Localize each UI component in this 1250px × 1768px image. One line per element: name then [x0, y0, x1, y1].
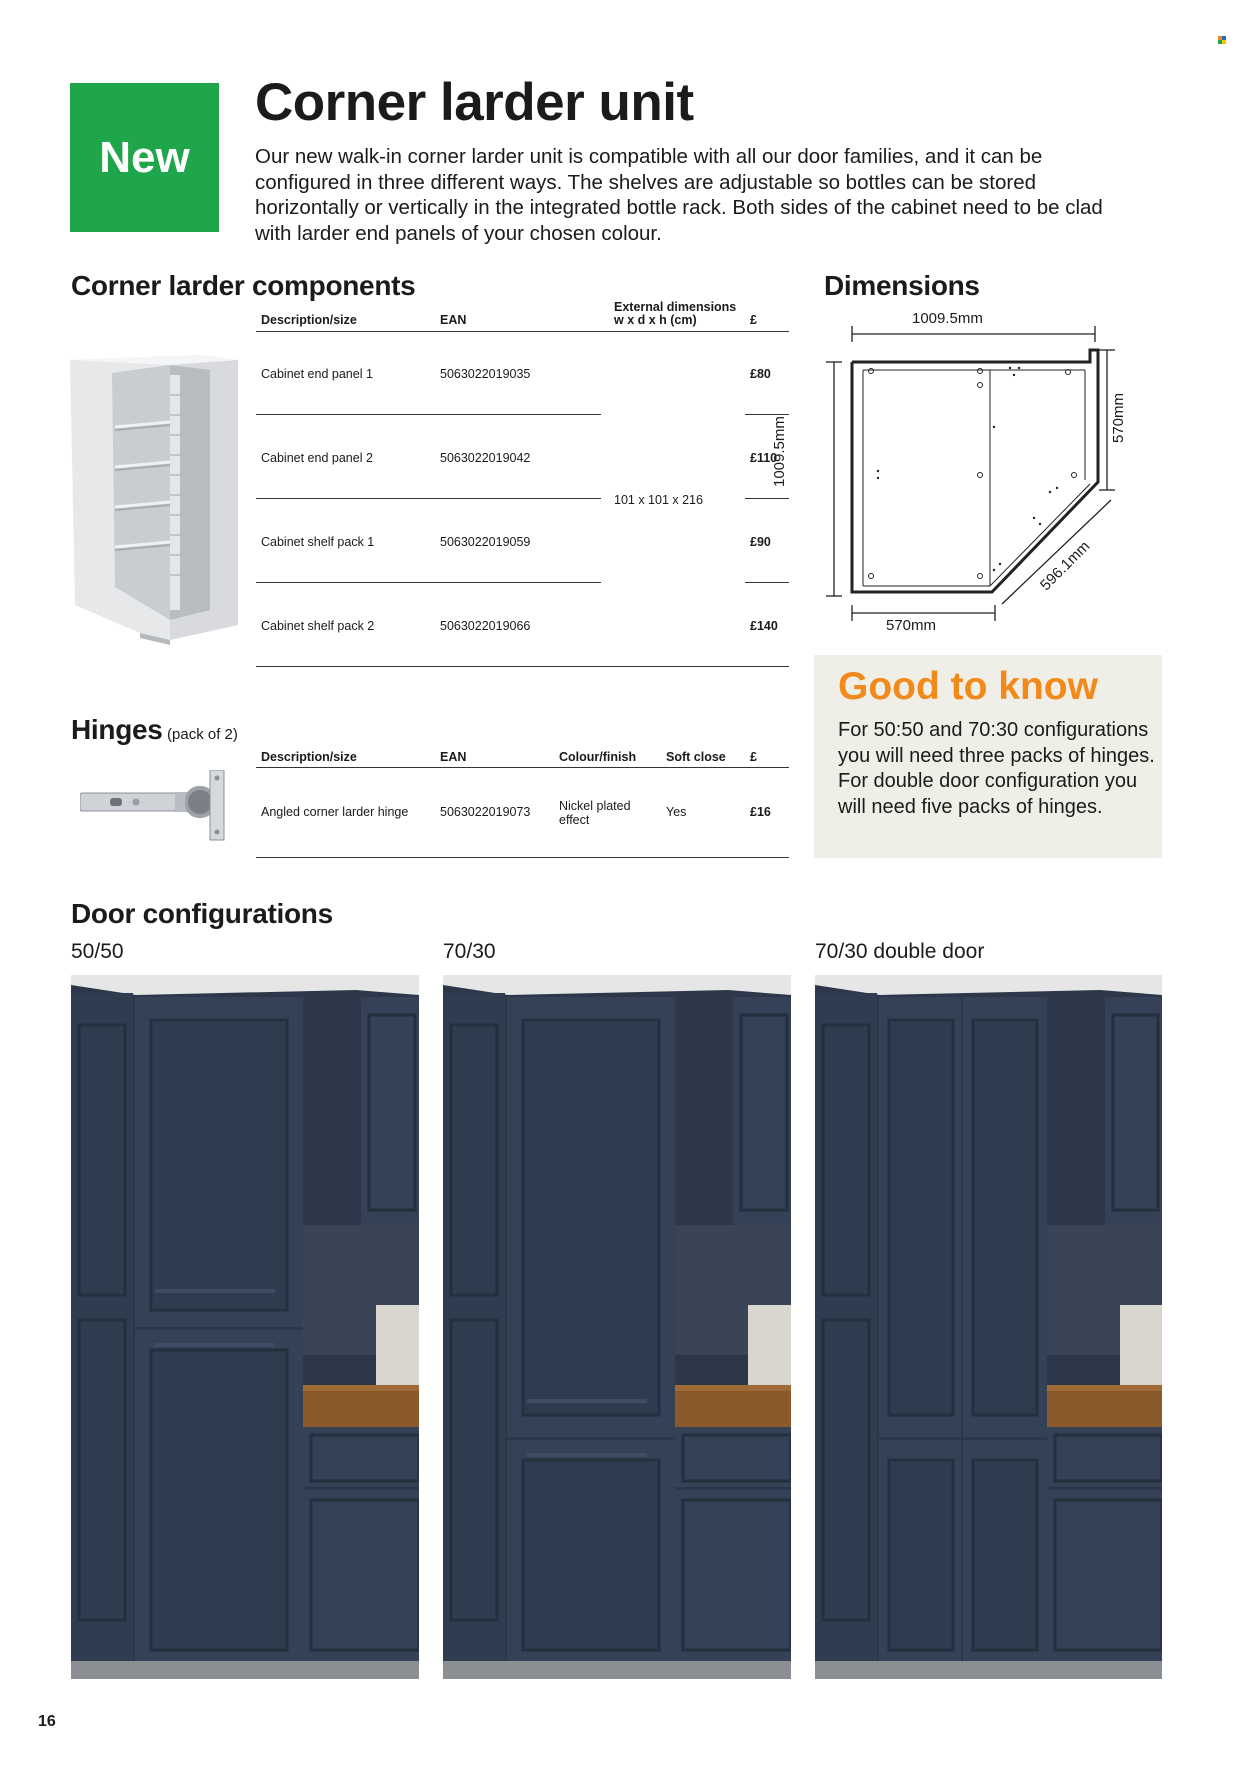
hinge-description: Angled corner larder hinge: [261, 805, 409, 819]
new-badge: New: [70, 83, 219, 232]
table-row-description: Cabinet end panel 1: [261, 367, 373, 381]
brand-mark-icon: [1218, 36, 1228, 46]
row-divider: [256, 498, 601, 499]
table-row-ean: 5063022019066: [440, 619, 531, 633]
col-header-dimensions-units: w x d x h (cm): [614, 313, 697, 327]
table-row-description: Cabinet shelf pack 2: [261, 619, 375, 633]
dimension-right: 570mm: [1110, 392, 1127, 443]
hinge-colour-line2: effect: [559, 813, 590, 827]
config-label: 50/50: [71, 940, 124, 963]
dimension-bottom: 570mm: [886, 617, 937, 634]
row-divider: [256, 414, 601, 415]
col-header-price: £: [750, 313, 757, 327]
row-divider: [745, 582, 789, 583]
shared-dimensions: 101 x 101 x 216: [614, 493, 703, 507]
hinge-col-soft-close: Soft close: [666, 750, 726, 764]
config-photo-50-50: [71, 975, 419, 1679]
table-row-description: Cabinet shelf pack 1: [261, 535, 375, 549]
good-to-know-text: For 50:50 and 70:30 configurations you will need three packs of hinges. For double door configuration you will need five packs of hinges.: [838, 719, 1155, 818]
table-row-ean: 5063022019035: [440, 367, 531, 381]
dimension-top: 1009.5mm: [912, 310, 983, 327]
table-header-rule: [256, 331, 789, 332]
dimensions-diagram: [805, 312, 1135, 632]
hinge-soft-close: Yes: [666, 805, 687, 819]
components-heading: Corner larder components: [71, 270, 416, 301]
dimension-left: 1009.5mm: [771, 416, 788, 487]
table-row-ean: 5063022019042: [440, 451, 531, 465]
row-divider: [256, 582, 601, 583]
good-to-know-title: Good to know: [838, 665, 1098, 708]
hinge-colour-line1: Nickel plated: [559, 799, 631, 813]
col-header-ean: EAN: [440, 313, 467, 327]
hinge-bottom-rule: [256, 857, 789, 858]
hinge-header-rule: [256, 767, 789, 768]
hinge-col-price: £: [750, 750, 757, 764]
col-header-dimensions: External dimensions: [614, 300, 737, 314]
dimension-diagonal: 596.1mm: [1037, 537, 1094, 595]
hinges-heading-group: [71, 714, 238, 746]
hinge-image: [80, 770, 240, 842]
hinges-heading: Hinges: [71, 714, 163, 745]
hinge-col-ean: EAN: [440, 750, 467, 764]
col-header-description: Description/size: [261, 313, 357, 327]
table-row-ean: 5063022019059: [440, 535, 531, 549]
hinge-price: £16: [750, 805, 771, 819]
hinge-col-colour: Colour/finish: [559, 750, 637, 764]
config-photo-70-30-double-door: [815, 975, 1162, 1679]
page-title: Corner larder unit: [255, 73, 694, 132]
table-row-price: £110: [750, 451, 778, 465]
door-config-heading: Door configurations: [71, 898, 333, 929]
row-divider: [745, 414, 789, 415]
hinge-col-description: Description/size: [261, 750, 357, 764]
table-row-price: £90: [750, 535, 771, 549]
table-row-description: Cabinet end panel 2: [261, 451, 373, 465]
table-row-price: £80: [750, 367, 771, 381]
corner-cabinet-image: [70, 355, 240, 645]
table-bottom-rule: [256, 666, 789, 667]
row-divider: [745, 498, 789, 499]
intro-paragraph: Our new walk-in corner larder unit is compatible with all our door families, and it can be configured in three different ways. The shelves are adjustable so bottles can be stored horizontally or vertically in the integrated bottle rack. Both sides of the cabinet need to be clad with larder end panels of your chosen colour.: [255, 145, 1103, 245]
dimensions-heading: Dimensions: [824, 270, 980, 301]
config-photo-70-30: [443, 975, 791, 1679]
hinges-subheading: (pack of 2): [167, 726, 238, 743]
page-number: 16: [38, 1713, 56, 1730]
hinge-ean: 5063022019073: [440, 805, 531, 819]
config-label: 70/30 double door: [815, 940, 985, 963]
table-row-price: £140: [750, 619, 778, 633]
config-label: 70/30: [443, 940, 496, 963]
